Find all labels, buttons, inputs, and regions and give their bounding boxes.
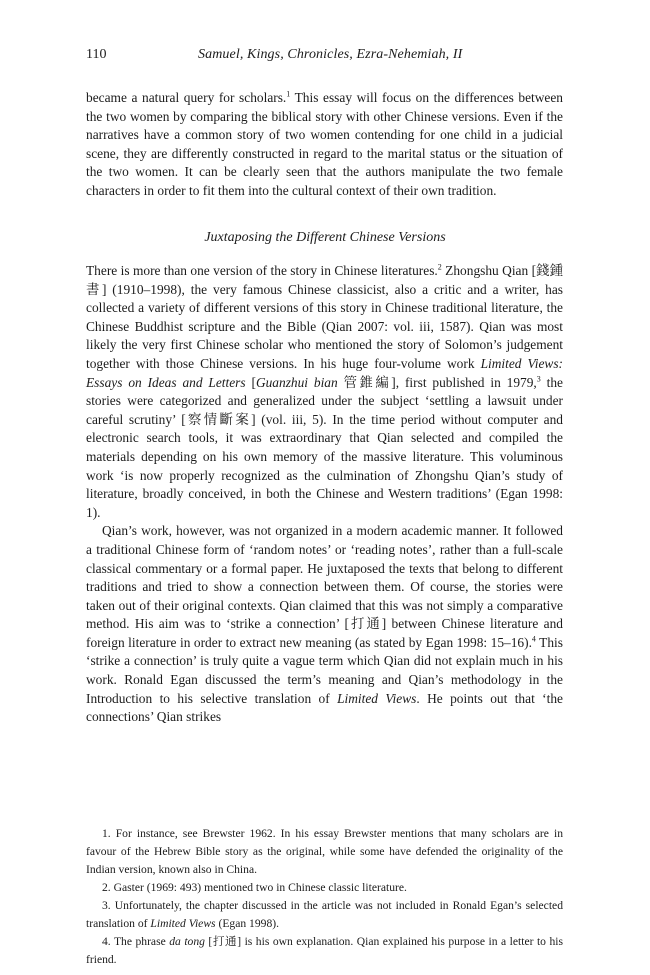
p1-text: the stories were categorized and generalized under the subject ‘settling a lawsuit under careful scrutiny’ [察情斷案] (vol. iii, 5). In the time period without computer and electronic search tools, it was extraordinary that Qian selected and compiled the materials depending on his own memory of the massive literature. This voluminous work ‘is now properly recognized as the culmination of Zhongshu Qian’s study of literature, broadly conceived, in both the Chinese and Western traditions’ (Egan 1998: 1). — [86, 374, 563, 520]
p1-text: Zhongshu Qian [錢鍾書] (1910–1998), the very famous Chinese classicist, also a critic and a writer, has collected a variety of different versions of this story in Chinese traditional literature, the Chinese Buddhist scripture and the Bible (Qian 2007: vol. iii, 1587). Qian was most likely the very first Chinese scholar who mentioned the story of Solomon’s judgement together with those Chinese versions. In his huge four-volume work — [86, 263, 563, 371]
p1-book-title-pinyin: Guanzhui bian — [255, 374, 338, 390]
p1-text: 管錐編], first published in 1979, — [337, 374, 537, 390]
paragraph-1 — [86, 262, 563, 522]
p1-text: There is more than one version of the story in Chinese literatures. — [86, 263, 438, 278]
footnote-ref-3[interactable]: 3 — [536, 374, 541, 384]
running-title: Samuel, Kings, Chronicles, Ezra-Nehemiah, II — [198, 47, 463, 62]
intro-text-a: became a natural query for scholars. — [86, 90, 287, 105]
footnote-ref-2[interactable]: 2 — [437, 262, 442, 272]
p2-text: Qian’s work, however, was not organized in a modern academic manner. It followed a traditional Chinese form of ‘random notes’ or ‘reading notes’, rather than a full-scale classical commentary or a formal paper. He juxtaposed the texts that belong to different traditions and tried to show a connection between them. Of course, the stories were taken out of their original contexts. Qian claimed that this was not simply a comparative method. His aim was to ‘strike a connection’ [打通] between Chinese literature and foreign literature in order to extract new meaning (as stated by Egan 1998: 15–16). — [86, 523, 563, 650]
footnote-ref-4[interactable]: 4 — [531, 634, 536, 644]
footnote-1: 1. For instance, see Brewster 1962. In his essay Brewster mentions that many scholars are in favour of the Hebrew Bible story as the original, while some have defended the originality of the Indian version, known also in China. — [86, 827, 563, 876]
running-header — [86, 47, 563, 67]
p2-book-title: Limited Views — [337, 690, 417, 706]
fn4-term: da tong — [169, 935, 205, 948]
main-text — [86, 262, 563, 727]
p2-text: This ‘strike a connection’ is truly quite a vague term which Qian did not explain much in his work. Ronald Egan discussed the term’s meaning and Qian’s methodology in the Introduction to his selective translation of — [86, 634, 563, 706]
fn3-text: (Egan 1998). — [215, 917, 280, 930]
footnote-3 — [86, 897, 563, 933]
p1-text: [ — [245, 374, 256, 390]
section-heading: Juxtaposing the Different Chinese Versions — [204, 230, 446, 245]
fn4-text: [打通] is his own explanation. Qian explained his purpose in a letter to his friend. — [86, 935, 563, 966]
page-number: 110 — [86, 47, 107, 62]
footnote-ref-1[interactable]: 1 — [286, 89, 291, 99]
footnotes — [86, 825, 563, 969]
p1-book-title: Limited Views: Essays on Ideas and Letters — [86, 355, 563, 390]
intro-text-b: This essay will focus on the differences between the two women by comparing the biblical story with other Chinese versions. Even if the narratives have a common story of two women contending for one child in a judicial scene, they are differently constructed in regard to the marital status or the situation of the two women. It can be clearly seen that the authors manipulate the two female characters in order to fit them into the cultural context of their own tradition. — [86, 90, 563, 198]
fn3-book-title: Limited Views — [150, 917, 216, 930]
footnote-2: 2. Gaster (1969: 493) mentioned two in Chinese classic literature. — [102, 881, 407, 894]
paragraph-2 — [86, 522, 563, 727]
p2-text: . He points out that ‘the connections’ Qian strikes — [86, 690, 563, 725]
fn3-text: 3. Unfortunately, the chapter discussed in the article was not included in Ronald Egan’s selected translation of — [86, 899, 563, 930]
fn4-text: 4. The phrase — [102, 935, 170, 948]
intro-paragraph — [86, 89, 563, 201]
footnote-4 — [86, 933, 563, 969]
